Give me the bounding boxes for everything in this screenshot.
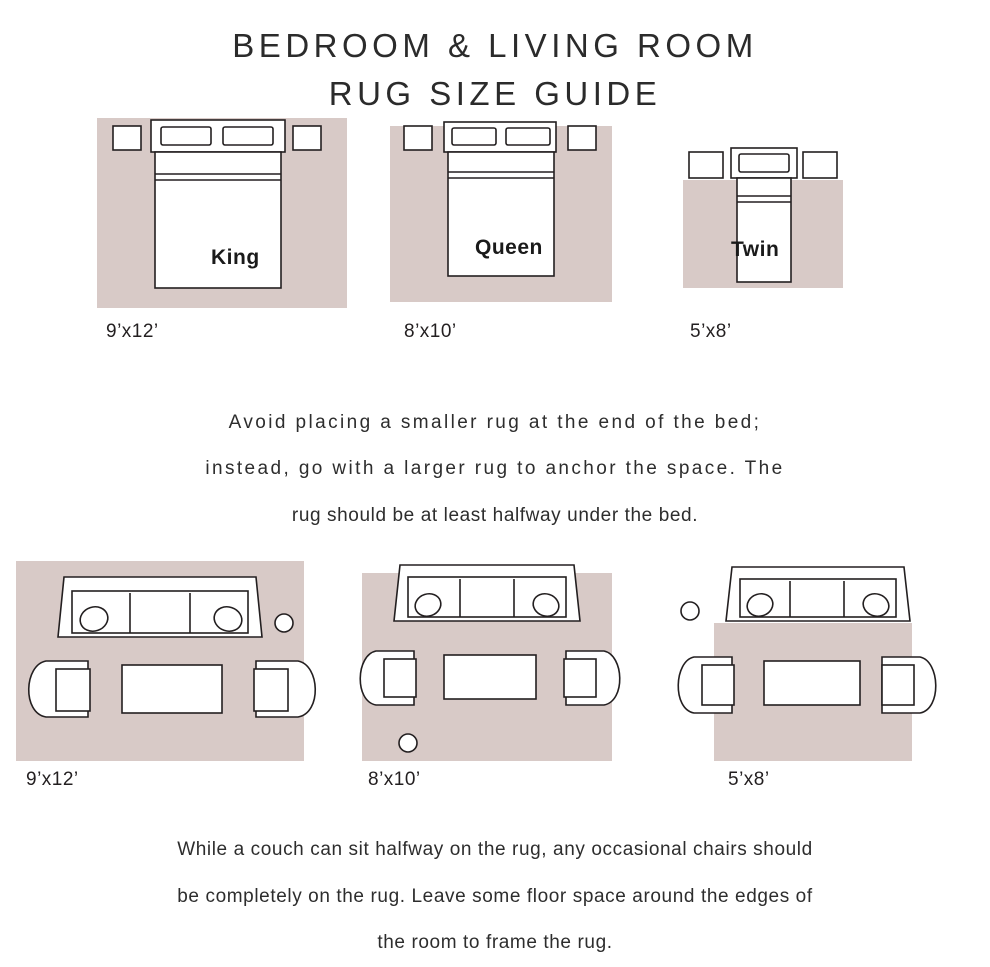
bedroom-caption-line-2: instead, go with a larger rug to anchor the space. The (205, 458, 785, 480)
living-room-diagram-row (0, 561, 990, 801)
title-line-1: BEDROOM & LIVING ROOM (232, 27, 758, 64)
bedroom-caption (0, 400, 990, 540)
page-title (0, 0, 990, 118)
living-set-8x10-illustration (362, 573, 612, 761)
living-set-9x12-illustration (16, 561, 304, 761)
rug-size-label-living-9x12: 9’x12’ (26, 769, 79, 791)
bedroom-scene-twin (683, 126, 843, 288)
twin-bed-illustration (683, 126, 843, 288)
living-room-caption (0, 827, 990, 967)
bed-label-twin: Twin (731, 237, 780, 261)
living-set-5x8-illustration (668, 595, 912, 761)
rug-size-label-living-8x10: 8’x10’ (368, 769, 421, 791)
rug-size-label-living-5x8: 5’x8’ (728, 769, 770, 791)
bed-label-queen: Queen (475, 235, 543, 259)
queen-bed-illustration (390, 126, 612, 302)
bedroom-caption-line-1: Avoid placing a smaller rug at the end of the bed; (228, 411, 762, 433)
living-caption-line-3: the room to frame the rug. (377, 932, 613, 954)
bedroom-diagram-row (0, 118, 990, 358)
living-caption-line-1: While a couch can sit halfway on the rug, any occasional chairs should (177, 839, 813, 861)
bedroom-scene-king (97, 118, 347, 308)
living-scene-5x8 (668, 595, 912, 761)
rug-size-label-twin: 5’x8’ (690, 320, 732, 342)
bedroom-scene-queen (390, 126, 612, 302)
rug-size-label-king: 9’x12’ (106, 320, 159, 342)
bedroom-caption-line-3: rug should be at least halfway under the bed. (291, 504, 699, 526)
bed-label-king: King (211, 245, 260, 269)
living-caption-line-2: be completely on the rug. Leave some floor space around the edges of (177, 885, 813, 907)
rug-size-label-queen: 8’x10’ (404, 320, 457, 342)
title-line-2: RUG SIZE GUIDE (328, 74, 662, 112)
living-scene-9x12 (16, 561, 304, 761)
living-scene-8x10 (362, 573, 612, 761)
king-bed-illustration (97, 118, 347, 308)
